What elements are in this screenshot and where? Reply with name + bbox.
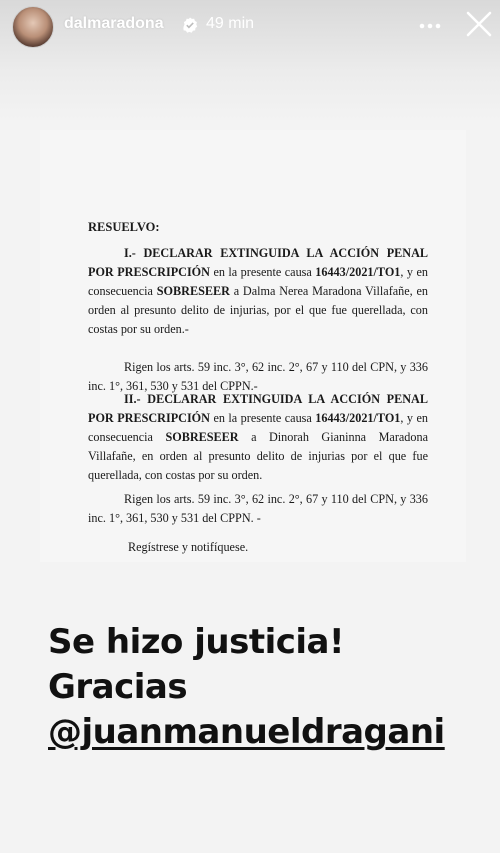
case-number: 16443/2021/TO1 <box>315 411 401 425</box>
articles-paragraph-2: Rigen los arts. 59 inc. 3°, 62 inc. 2°, 67 y 110 del CPN, y 336 inc. 1°, 361, 530 y 531 del CPPN. - <box>88 492 428 525</box>
text-segment: , y en consecuencia <box>88 265 428 298</box>
post-time: 49 min <box>206 15 255 32</box>
caption-line-1: Se hizo justicia! <box>48 622 344 662</box>
avatar[interactable] <box>12 6 54 48</box>
document-heading: RESUELVO: <box>88 220 160 234</box>
text-segment: , y en consecuencia <box>88 411 428 444</box>
caption-line-2: Gracias <box>48 667 188 707</box>
text-segment: a Dinorah Gianinna Maradona Villafañe, en orden al presunto delito de injurias por el que fue querellada, con costas por su orden. <box>88 430 428 482</box>
text-segment: en la presente causa <box>209 411 316 425</box>
text-segment: en la presente causa <box>209 265 316 279</box>
resolution-title-2: II.- DECLARAR EXTINGUIDA LA ACCIÓN PENAL POR PRESCRIPCIÓN <box>88 392 428 425</box>
resolution-paragraph-1 <box>88 244 428 339</box>
story-header <box>0 0 500 60</box>
verified-icon <box>182 17 198 33</box>
story-caption <box>48 620 478 755</box>
text-segment: a Dalma Nerea Maradona Villafañe, en orden al presunto delito de injurias, por el que fue querellada, con costas por su orden.- <box>88 284 429 336</box>
articles-paragraph-1: Rigen los arts. 59 inc. 3°, 62 inc. 2°, 67 y 110 del CPN, y 336 inc. 1°, 361, 530 y 531 del CPPN.- <box>88 360 428 393</box>
sobreseer-keyword: SOBRESEER <box>165 430 239 444</box>
sobreseer-keyword: SOBRESEER <box>156 284 230 298</box>
close-icon[interactable] <box>466 11 492 37</box>
more-icon[interactable] <box>418 16 442 36</box>
closing-line: Regístrese y notifíquese. <box>128 540 249 554</box>
case-number: 16443/2021/TO1 <box>315 265 401 279</box>
mention-link[interactable]: @juanmanueldragani <box>48 712 445 752</box>
resolution-paragraph-2 <box>88 390 428 485</box>
username[interactable]: dalmaradona <box>64 15 164 32</box>
resolution-title-1: I.- DECLARAR EXTINGUIDA LA ACCIÓN PENAL POR PRESCRIPCIÓN <box>88 246 428 279</box>
court-document <box>40 130 466 562</box>
